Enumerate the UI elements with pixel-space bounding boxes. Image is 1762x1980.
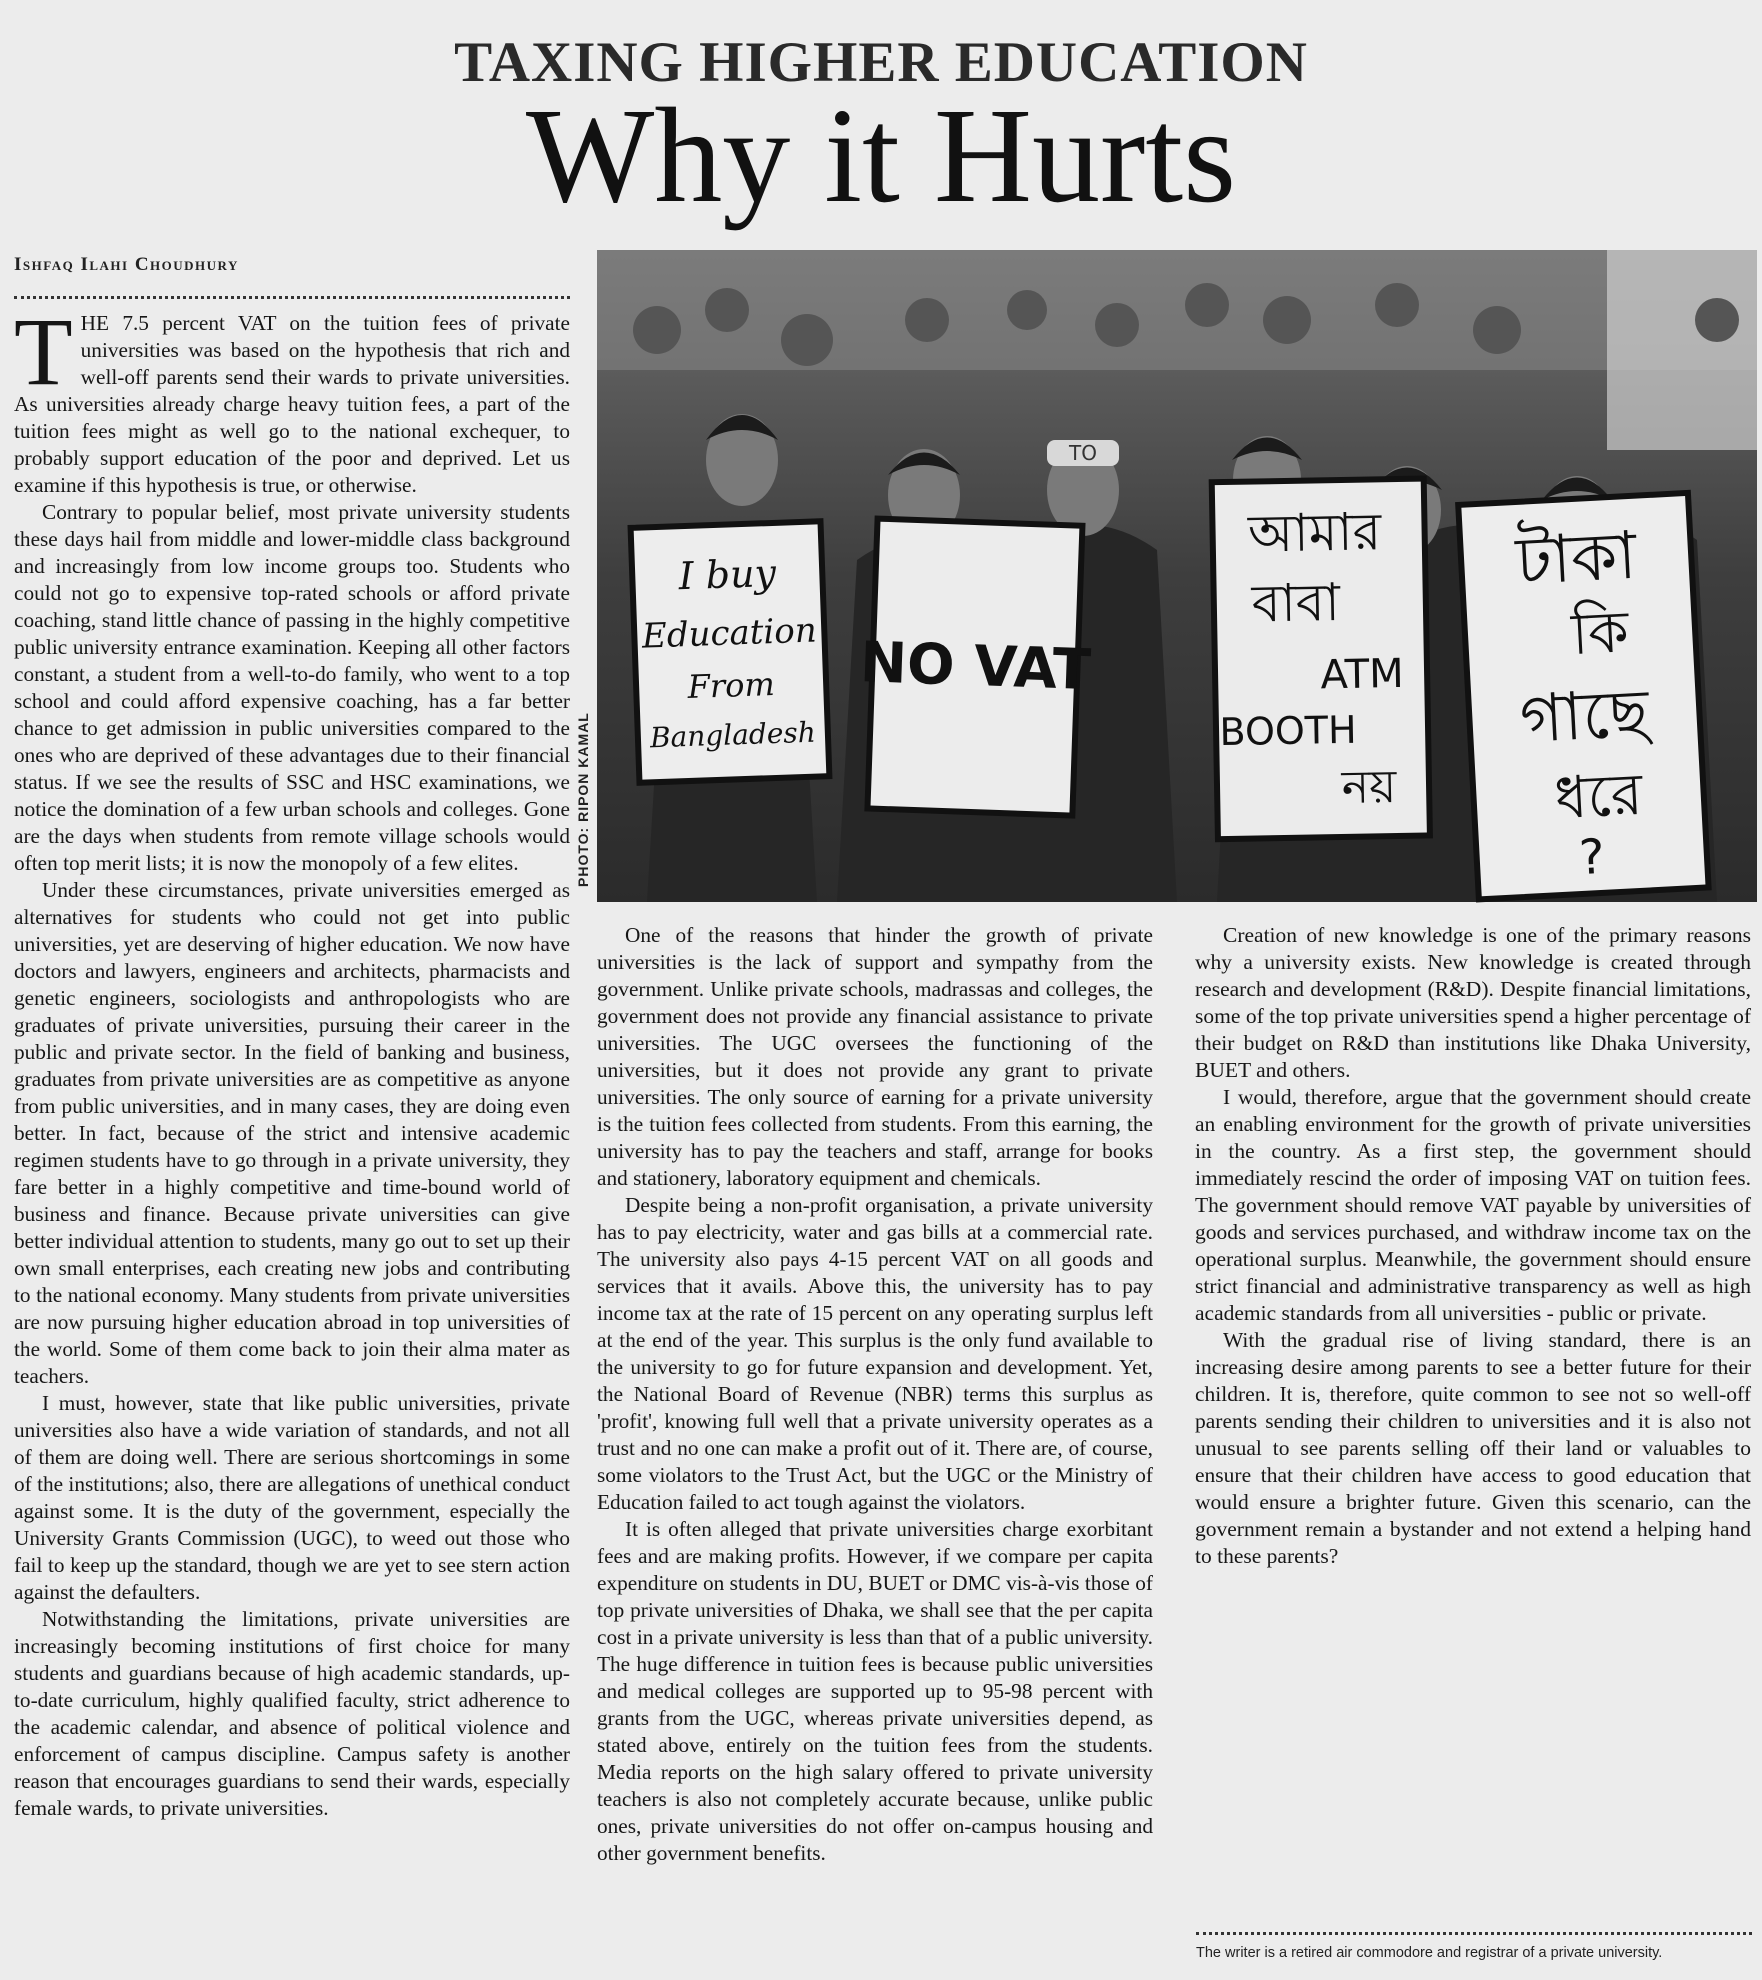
placard-4-line-3: গাছে	[1518, 674, 1651, 758]
photo-credit: PHOTO: RIPON KAMAL	[575, 712, 591, 888]
paragraph: One of the reasons that hinder the growth of private universities is the lack of support and sympathy from the government. Unlike private schools, madrassas and colleges, the government does not provide any financial assistance to private universities. The UGC oversees the functioning of the universities, but it does not provide any grant to private universities. The only source of earning for a private university is the tuition fees collected from students. From this earning, the university has to pay the teachers and staff, arrange for books and stationery, laboratory equipment and chemicals.	[597, 923, 1153, 1190]
paragraph: Creation of new knowledge is one of the primary reasons why a university exists. New knowledge is created through research and development (R&D). Despite financial limitations, some of the top private universities spend a higher percentage of their budget on R&D than institutions like Dhaka University, BUET and others.	[1195, 923, 1751, 1082]
placard-1-line-4: Bangladesh	[649, 715, 817, 755]
placard-3-line-5: নয়	[1341, 759, 1397, 815]
author-footnote: The writer is a retired air commodore and registrar of a private university.	[1196, 1945, 1663, 1961]
placard-no-vat	[855, 518, 1096, 816]
placard-3-line-1: আমার	[1247, 502, 1382, 565]
column-3	[1195, 922, 1751, 1570]
paragraph: Contrary to popular belief, most private university students these days hail from middle and lower-middle class background and increasingly from low income groups too. Students who could not go to expensive top-rated schools or afford private coaching, stand little chance of passing in the highly competitive public university entrance examination. Keeping all other factors constant, a student from a well-to-do family, who went to a top school and could afford expensive coaching, has a far better chance to get admission in public universities compared to the ones who are deprived of these advantages due to their financial status. If we see the results of SSC and HSC examinations, we notice the domination of a few urban schools and colleges. Gone are the days when students from remote village schools would often top merit lists; it is now the monopoly of a few elites.	[14, 500, 570, 875]
headband-text: TO	[1069, 441, 1097, 465]
byline-divider	[14, 296, 570, 299]
protest-photo-image	[597, 250, 1757, 902]
placard-2-line-1: NO VAT	[859, 630, 1092, 704]
article-headline: Why it Hurts	[525, 81, 1237, 231]
paragraph: Despite being a non-profit organisation, a private university has to pay electricity, water and gas bills at a commercial rate. The university also pays 4-15 percent VAT on all goods and services that it avails. Above this, the university has to pay income tax at the rate of 15 percent on any operating surplus left at the end of the year. This surplus is the only fund available to the university to go for future expansion and development. Yet, the National Board of Revenue (NBR) terms this surplus as 'profit', knowing full well that a private university operates as a trust and no one can make a profit out of it. There are, of course, some violators to the Trust Act, but the UGC or the Ministry of Education failed to act tough against the violators.	[597, 1193, 1153, 1514]
placard-3-line-3: ATM	[1320, 650, 1405, 699]
placard-4-line-5: ?	[1577, 828, 1607, 887]
placard-i-buy-education	[631, 521, 830, 782]
paragraph: It is often alleged that private universities charge exorbitant fees and are making profits. However, if we compare per capita expenditure on students in DU, BUET or DMC vis-à-vis those of top private universities of Dhaka, we shall see that the per capita cost in a private university is less than that of a public university. The huge difference in tuition fees is because public universities and medical colleges are supported up to 95-98 percent with grants from the UGC, whereas private universities depend, as stated above, entirely on the tuition fees from the students. Media reports on the high salary offered to private university teachers is also not completely accurate because, unlike public ones, private universities do not offer on-campus housing and other government benefits.	[597, 1517, 1153, 1865]
protest-photo	[597, 250, 1757, 902]
paragraph: I must, however, state that like public universities, private universities also have a wide variation of standards, and not all of them are doing well. There are serious shortcomings in some of the institutions; also, there are allegations of unethical conduct against some. It is the duty of the government, especially the University Grants Commission (UGC), to weed out those who fail to keep up the standard, though we are yet to see stern action against the defaulters.	[14, 1391, 570, 1604]
paragraph: I would, therefore, argue that the government should create an enabling environment for the growth of private universities in the country. As a first step, the government should immediately rescind the order of imposing VAT on tuition fees. The government should remove VAT payable by universities of goods and services purchased, and withdraw income tax on the operational surplus. Meanwhile, the government should ensure strict financial and administrative transparency as well as high academic standards from all universities - public or private.	[1195, 1085, 1751, 1325]
placard-1-line-1: I buy	[677, 550, 777, 599]
drop-cap: T	[14, 298, 73, 405]
column-2	[597, 922, 1153, 1865]
placard-4-line-2: কি	[1569, 597, 1631, 669]
placard-1-line-2: Education	[641, 610, 818, 657]
placard-1-line-3: From	[686, 664, 776, 706]
article-kicker: TAXING HIGHER EDUCATION	[454, 31, 1308, 94]
paragraph-text: HE 7.5 percent VAT on the tuition fees of private universities was based on the hypothesis that rich and well-off parents send their wards to private universities. As universities already charge heavy tuition fees, a part of the tuition fees might as well go to the national exchequer, to probably support education of the poor and deprived. Let us examine if this hypothesis is true, or otherwise.	[14, 311, 570, 497]
placard-4-line-1: টাকা	[1514, 516, 1639, 600]
placard-4-line-4: ধরে	[1553, 759, 1645, 833]
column-1	[14, 298, 570, 1820]
paragraph: Notwithstanding the limitations, private universities are increasingly becoming institutions of first choice for many students and guardians because of high academic standards, up-to-date curriculum, highly qualified faculty, strict adherence to the academic calendar, and absence of political violence and enforcement of campus discipline. Campus safety is another reason that encourages guardians to send their wards, especially female wards, to private universities.	[14, 1607, 570, 1820]
placard-taka-ki-gache-dhore	[1458, 493, 1708, 899]
placard-3-line-4: BOOTH	[1219, 707, 1357, 755]
paragraph: With the gradual rise of living standard, there is an increasing desire among parents to see a better future for their children. It is, therefore, quite common to see not so well-off parents sending their children to universities and it is also not unusual to see parents selling off their land or valuables to ensure that their children have access to good education that would ensure a brighter future. Given this scenario, can the government remain a bystander and not extend a helping hand to these parents?	[1195, 1328, 1751, 1568]
placard-3-line-2: বাবা	[1251, 573, 1341, 635]
paragraph: Under these circumstances, private universities emerged as alternatives for students who could not get into public universities, yet are deserving of higher education. We now have doctors and lawyers, engineers and architects, pharmacists and genetic engineers, sociologists and anthropologists who are graduates of private universities, pursuing their career in the public and private sector. In the field of banking and business, graduates from private universities are as competitive as anyone from public universities, and in many cases, they are doing even better. In fact, because of the strict and intensive academic regimen students have to go through in a private university, they fare better in a highly competitive and time-bound world of business and finance. Because private universities can give better individual attention to students, many go out to set up their own small enterprises, each creating new jobs and contributing to the national economy. Many students from private universities are now pursuing higher education abroad in top universities of the world. Some of them come back to join their alma mater as teachers.	[14, 878, 570, 1388]
placard-ami-baba-atm	[1212, 479, 1430, 840]
byline: Ishfaq Ilahi Choudhury	[14, 254, 239, 275]
paragraph-lead	[14, 298, 570, 499]
footnote-divider	[1196, 1932, 1752, 1935]
